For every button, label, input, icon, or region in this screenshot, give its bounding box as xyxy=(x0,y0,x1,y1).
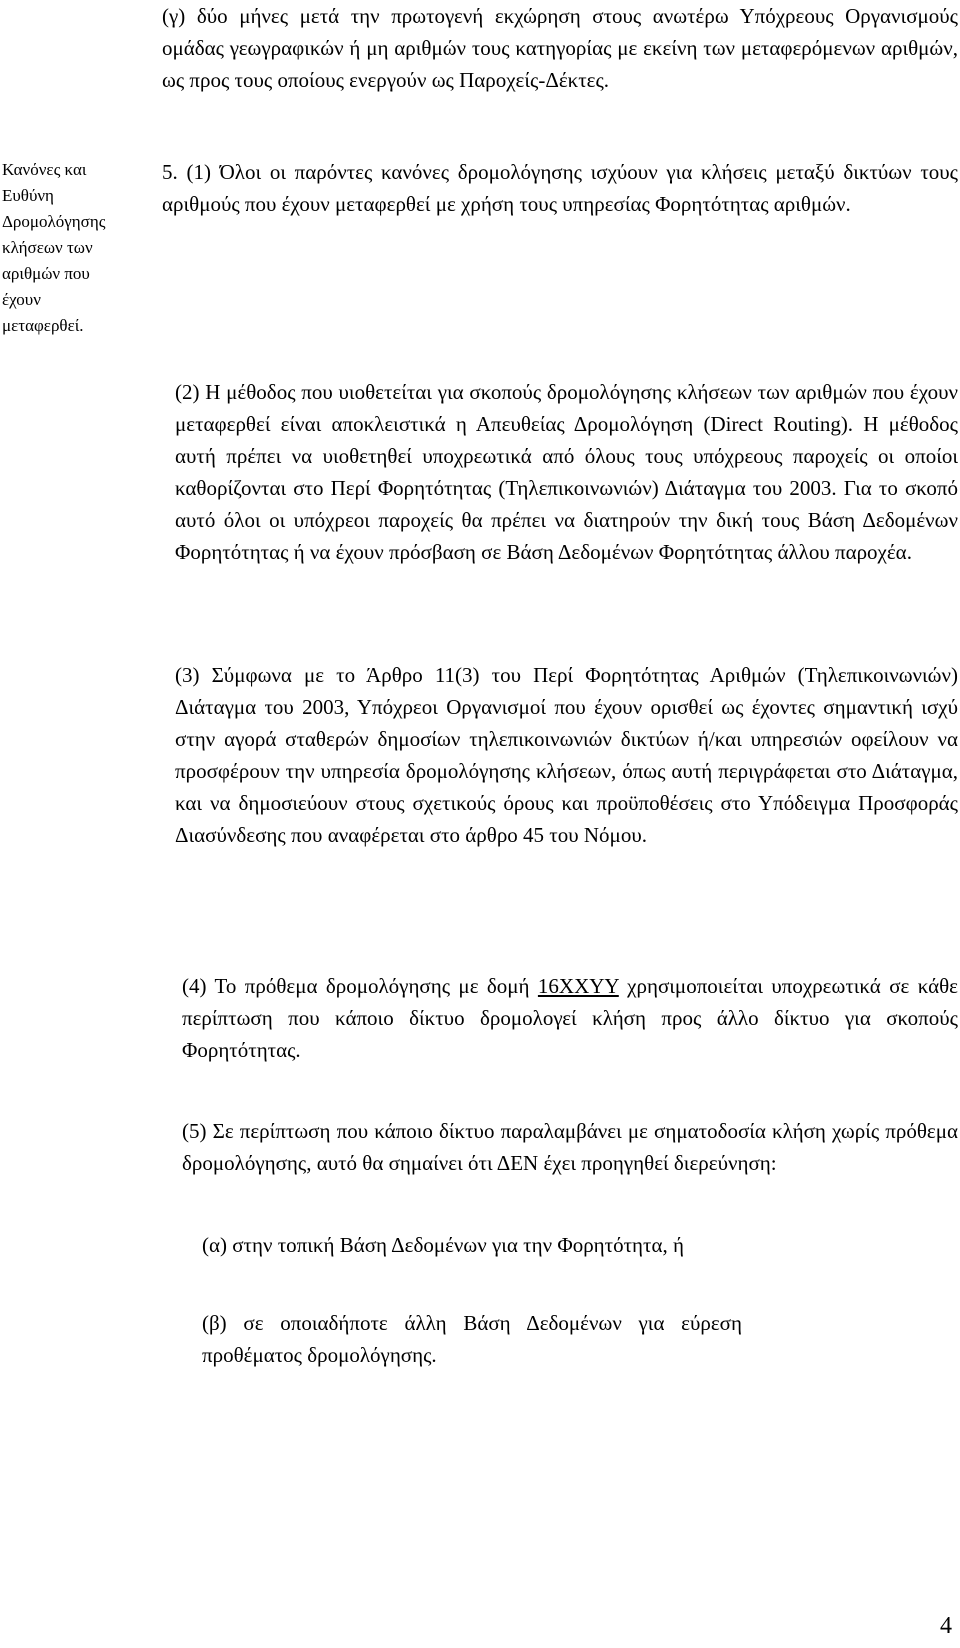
section-5-4-text-before: (4) Το πρόθεμα δρομολόγησης με δομή xyxy=(182,974,538,998)
page-number: 4 xyxy=(940,1613,952,1639)
section-5-3: (3) Σύμφωνα με το Άρθρο 11(3) του Περί Φορητότητας Αριθμών (Τηλεπικοινωνιών) Διάταγμα του 2003, Υπόχρεοι Οργανισμοί που έχουν ορισθεί ως έχοντες σημαντική ισχύ στην αγορά σταθερών δημοσίων τηλεπικοινωνιών δικτύων ή/και υπηρεσιών οφείλουν να προσφέρουν την υπηρεσία δρομολόγησης κλήσεων, όπως αυτή περιγράφεται στο Διάταγμα, και να δημοσιεύουν στους σχετικούς όρους και προϋποθέσεις στο Υπόδειγμα Προσφοράς Διασύνδεσης που αναφέρεται στο άρθρο 45 του Νόμου. xyxy=(175,663,958,847)
section-5-1: 5. (1) Όλοι οι παρόντες κανόνες δρομολόγησης ισχύουν για κλήσεις μεταξύ δικτύων τους αριθμούς που έχουν μεταφερθεί με χρήση τους υπηρεσίας Φορητότητας αριθμών. xyxy=(162,160,958,216)
section-5-5: (5) Σε περίπτωση που κάποιο δίκτυο παραλαμβάνει με σηματοδοσία κλήση χωρίς πρόθεμα δρομολόγησης, αυτό θα σημαίνει ότι ΔΕΝ έχει προηγηθεί διερεύνηση: xyxy=(182,1119,958,1175)
routing-prefix: 16XXYY xyxy=(537,974,619,998)
paragraph-c: (γ) δύο μήνες μετά την πρωτογενή εκχώρηση στους ανωτέρω Υπόχρεους Οργανισμούς ομάδας γεωγραφικών ή μη αριθμών τους κατηγορίας με εκείνη των μεταφερόμενων αριθμών, ως προς τους οποίους ενεργούν ως Παροχείς-Δέκτες. xyxy=(162,4,958,92)
item-b: (β) σε οποιαδήποτε άλλη Βάση Δεδομένων για εύρεση προθέματος δρομολόγησης. xyxy=(202,1311,742,1367)
item-a: (α) στην τοπική Βάση Δεδομένων για την Φορητότητα, ή xyxy=(202,1233,684,1257)
section-5-2: (2) Η μέθοδος που υιοθετείται για σκοπούς δρομολόγησης κλήσεων των αριθμών που έχουν μεταφερθεί είναι αποκλειστικά η Απευθείας Δρομολόγηση (Direct Routing). Η μέθοδος αυτή πρέπει να υιοθετηθεί υποχρεωτικά από όλους τους υπόχρεους παροχείς οι οποίοι καθορίζονται στο Περί Φορητότητας (Τηλεπικοινωνιών) Διάταγμα του 2003. Για το σκοπό αυτό όλοι οι υπόχρεοι παροχείς θα πρέπει να διατηρούν την δική τους Βάση Δεδομένων Φορητότητας ή να έχουν πρόσβαση σε Βάση Δεδομένων Φορητότητας άλλου παροχέα. xyxy=(175,380,958,564)
section-5-4 xyxy=(182,970,958,1066)
margin-note: Κανόνες και Ευθύνη Δρομολόγησης κλήσεων των αριθμών που έχουν μεταφερθεί. xyxy=(2,160,106,335)
section-5-4-text-after: χρησιμοποιείται υποχρεωτικά σε κάθε περίπτωση που κάποιο δίκτυο δρομολογεί κλήση προς άλλο δίκτυο για σκοπούς Φορητότητας. xyxy=(182,974,958,1062)
